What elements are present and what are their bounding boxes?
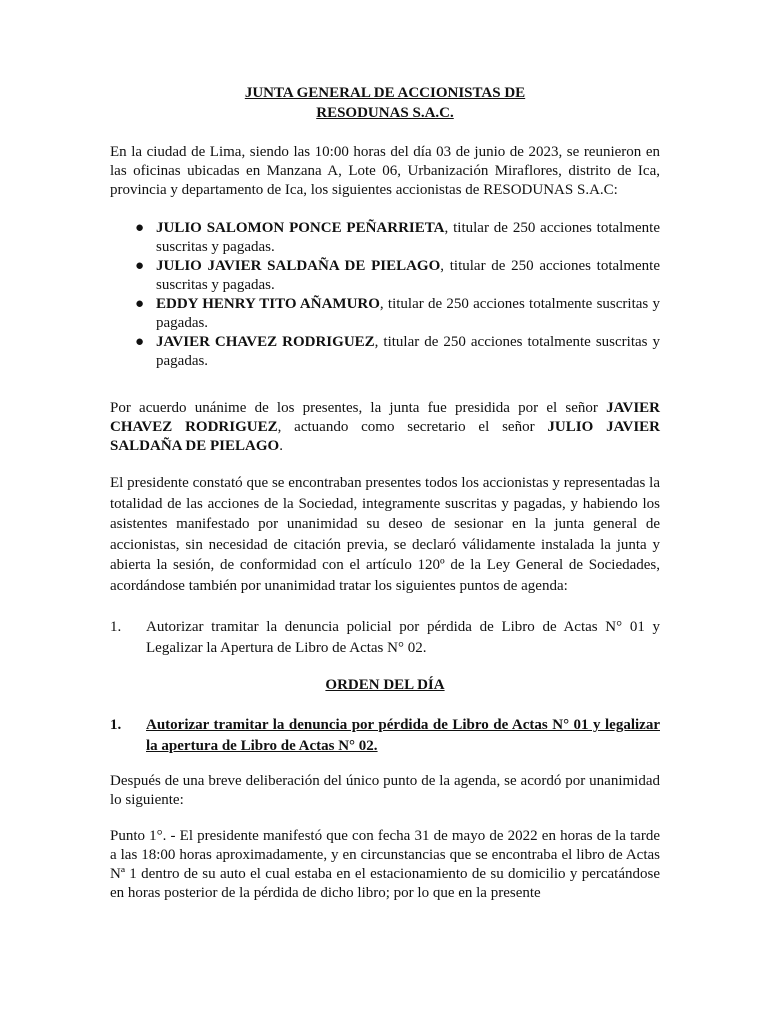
orden-del-dia-title: ORDEN DEL DÍA xyxy=(325,677,445,693)
shareholder-item xyxy=(135,257,660,295)
shareholder-item xyxy=(135,333,660,371)
deliberation-paragraph: Después de una breve deliberación del único punto de la agenda, se acordó por unanimidad lo siguiente: xyxy=(110,773,660,808)
agenda-item xyxy=(110,617,660,658)
orden-item xyxy=(110,715,660,756)
presidency-text: , actuando como secretario el señor xyxy=(277,419,548,435)
bullet-icon: ● xyxy=(135,220,145,236)
secretary-name: JULIO JAVIER SALDAÑA DE PIELAGO xyxy=(110,419,661,454)
quorum-paragraph: El presidente constató que se encontraban presentes todos los accionistas y representadas la totalidad de las acciones de la Sociedad, integramente suscritas y pagadas, y habiendo los asistentes manifestado por unanimidad su deseo de sesionar en la junta general de accionistas, sin necesidad de citación previa, se declaró válidamente instalada la junta y abierta la sesión, de conformidad con el artículo 120º de la Ley General de Sociedades, acordándose también por unanimidad tratar los siguientes puntos de agenda: xyxy=(110,475,660,594)
intro-paragraph: En la ciudad de Lima, siendo las 10:00 horas del día 03 de junio de 2023, se reunieron en las oficinas ubicadas en Manzana A, Lote 06, Urbanización Miraflores, distrito de Ica, provincia y departamento de Ica, los siguientes accionistas de RESODUNAS S.A.C: xyxy=(110,144,660,198)
shareholder-item xyxy=(135,295,660,333)
president-name: JAVIER CHAVEZ RODRIGUEZ xyxy=(110,400,660,435)
presidency-text: . xyxy=(279,438,283,454)
agenda-item-number: 1. xyxy=(110,619,122,635)
orden-item-number: 1. xyxy=(110,717,122,733)
shareholder-name: JAVIER CHAVEZ RODRIGUEZ xyxy=(156,334,375,350)
presidency-text: Por acuerdo unánime de los presentes, la junta fue presidida por el señor xyxy=(110,400,607,416)
punto1-paragraph: Punto 1°. - El presidente manifestó que con fecha 31 de mayo de 2022 en horas de la tarde a las 18:00 horas aproximadamente, y en circunstancias que se encontraba el libro de Actas Nª 1 dentro de su auto el cual estaba en el estacionamiento de su domicilio y percatándose en horas posterior de la pérdida de dicho libro; por lo que en la presente xyxy=(110,828,660,901)
agenda-item-text: Autorizar tramitar la denuncia policial por pérdida de Libro de Actas N° 01 y Legalizar la Apertura de Libro de Actas N° 02. xyxy=(146,619,660,656)
document-title-line2: RESODUNAS S.A.C. xyxy=(316,105,454,121)
shareholder-list xyxy=(110,219,660,371)
presidency-paragraph xyxy=(110,399,660,456)
shareholder-detail: , titular de 250 acciones totalmente suscritas y pagadas. xyxy=(156,296,660,331)
bullet-icon: ● xyxy=(135,296,145,312)
shareholder-name: JULIO JAVIER SALDAÑA DE PIELAGO xyxy=(156,258,441,274)
shareholder-detail: , titular de 250 acciones totalmente suscritas y pagadas. xyxy=(156,220,660,255)
shareholder-item xyxy=(135,219,660,257)
shareholder-detail: , titular de 250 acciones totalmente suscritas y pagadas. xyxy=(156,334,660,369)
document-title-line1: JUNTA GENERAL DE ACCIONISTAS DE xyxy=(244,85,526,101)
bullet-icon: ● xyxy=(135,258,145,274)
shareholder-detail: , titular de 250 acciones totalmente suscritas y pagadas. xyxy=(156,258,660,293)
bullet-icon: ● xyxy=(135,334,145,350)
shareholder-name: JULIO SALOMON PONCE PEÑARRIETA xyxy=(156,220,445,236)
orden-item-text: Autorizar tramitar la denuncia por pérdida de Libro de Actas N° 01 y legalizar la apertura de Libro de Actas N° 02. xyxy=(146,717,660,754)
shareholder-name: EDDY HENRY TITO AÑAMURO xyxy=(156,296,380,312)
